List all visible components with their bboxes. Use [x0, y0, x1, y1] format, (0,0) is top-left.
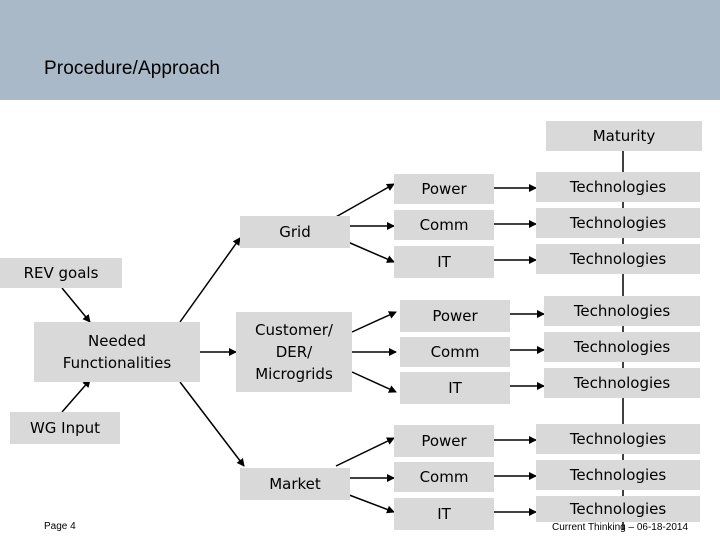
group1-power-box: Power	[394, 174, 494, 204]
header-band	[0, 0, 720, 100]
customer-der-microgrids-box: Customer/ DER/ Microgrids	[236, 312, 352, 392]
group2-power-technologies: Technologies	[544, 296, 700, 326]
arrow-wg-to-needed	[62, 380, 90, 412]
group1-it-box: IT	[394, 246, 494, 278]
group2-power-box: Power	[400, 300, 510, 332]
page-number: Page 4	[44, 521, 76, 532]
arrow-rev-to-needed	[62, 288, 90, 322]
page-title: Procedure/Approach	[44, 58, 221, 79]
group3-power-box: Power	[394, 425, 494, 457]
maturity-header: Maturity	[546, 121, 702, 151]
group1-comm-box: Comm	[394, 210, 494, 240]
grid-box: Grid	[240, 216, 350, 248]
group3-comm-box: Comm	[394, 462, 494, 492]
wg-input-box: WG Input	[10, 412, 120, 444]
market-box: Market	[240, 468, 350, 500]
group3-power-technologies: Technologies	[536, 424, 700, 454]
needed-functionalities-box: Needed Functionalities	[34, 322, 200, 382]
group1-comm-technologies: Technologies	[536, 208, 700, 238]
rev-goals-box: REV goals	[0, 258, 122, 288]
group3-it-technologies: Technologies	[536, 496, 700, 522]
group3-comm-technologies: Technologies	[536, 460, 700, 490]
group2-it-box: IT	[400, 372, 510, 404]
footer-note: Current Thinking – 06-18-2014	[552, 522, 689, 533]
arrow-needed-to-market	[180, 382, 244, 466]
group2-comm-box: Comm	[400, 337, 510, 367]
group2-it-technologies: Technologies	[544, 368, 700, 398]
group1-it-technologies: Technologies	[536, 244, 700, 274]
group1-power-technologies: Technologies	[536, 172, 700, 202]
group3-it-box: IT	[394, 498, 494, 530]
group2-comm-technologies: Technologies	[544, 332, 700, 362]
arrow-needed-to-grid	[180, 238, 240, 322]
